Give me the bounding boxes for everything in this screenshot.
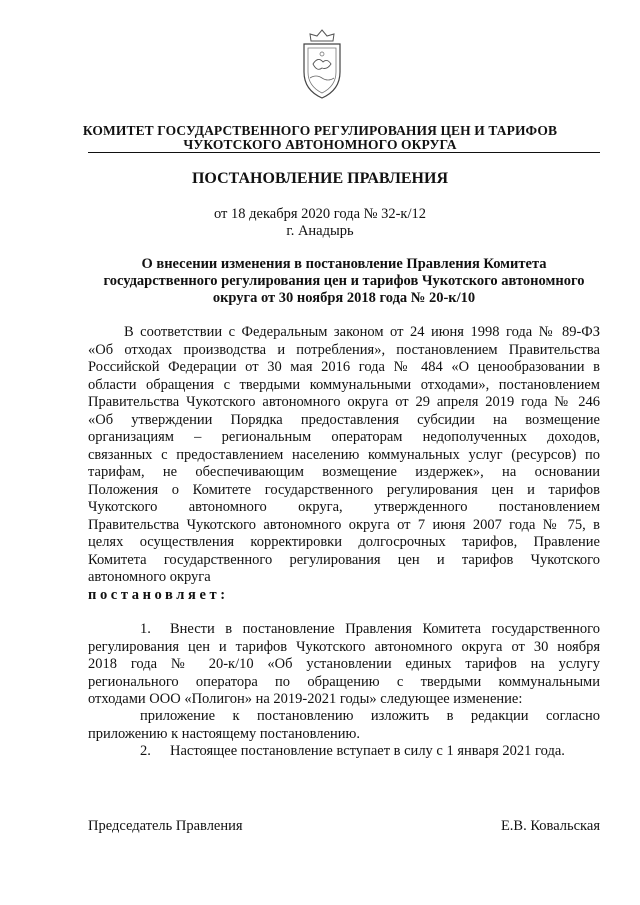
item-number: 1. (140, 621, 151, 637)
preamble-paragraph (88, 324, 600, 587)
preamble-line: организациям – региональным операторам недополученных доходов, (88, 429, 600, 445)
preamble-line: Чукотского автономного округа, утвержденного постановлением (88, 499, 600, 515)
preamble-line: области обращения с твердыми коммунальными отходами», постановлением (88, 376, 600, 393)
item-1-text (88, 621, 600, 709)
item-sub-line: приложение к постановлению изложить в редакции согласно (140, 708, 600, 724)
preamble-line: тарифам, не обеспечивающим возмещение издержек», на основании (88, 464, 600, 480)
signatory-name: Е.В. Ковальская (500, 818, 600, 834)
preamble-line: В соответствии с Федеральным законом от 24 июня 1998 года № 89-ФЗ (124, 324, 600, 340)
org-name-line-1: КОМИТЕТ ГОСУДАРСТВЕННОГО РЕГУЛИРОВАНИЯ ЦЕН И ТАРИФОВ (82, 123, 558, 138)
preamble-line: автономного округа (88, 569, 211, 585)
item-number: 2. (140, 743, 151, 759)
subject-line: государственного регулирования цен и тарифов Чукотского автономного (103, 273, 585, 289)
preamble-line: Правительства Чукотского автономного округа от 7 июня 2007 года № 75, в (88, 516, 600, 533)
document-city: г. Анадырь (286, 223, 354, 239)
header-divider (88, 152, 600, 153)
preamble-line: «Об утверждении Порядка предоставления субсидии на возмещение (88, 411, 600, 428)
signatory-position: Председатель Правления (88, 818, 243, 834)
preamble-line: Комитета государственного регулирования цен и тарифов Чукотского (88, 551, 600, 568)
preamble-line: «Об отходах производства и потребления», постановлением Правительства (88, 341, 600, 358)
decree-word: постановляет: (88, 587, 229, 603)
item-line: регулирования цен и тарифов Чукотского автономного округа от 30 ноября (88, 638, 600, 655)
item-sub-line: приложению к настоящему постановлению. (88, 725, 360, 742)
preamble-line: Правительства Чукотского автономного округа от 29 апреля 2019 года № 246 (88, 394, 600, 410)
item-2-text: Настоящее постановление вступает в силу с 1 января 2021 года. (170, 743, 565, 759)
document-date-number: от 18 декабря 2020 года № 32-к/12 (214, 206, 426, 222)
preamble-line: целях осуществления корректировки долгосрочных тарифов, Правление (88, 534, 600, 550)
document-type: ПОСТАНОВЛЕНИЕ ПРАВЛЕНИЯ (191, 170, 448, 187)
document-subject (88, 256, 600, 307)
item-line: отходами ООО «Полигон» на 2019-2021 годы» следующее изменение: (88, 691, 523, 707)
preamble-line: Положения о Комитете государственного регулирования цен и тарифов (88, 481, 600, 498)
item-1-sub-paragraph (88, 708, 600, 743)
coat-of-arms-icon (296, 28, 348, 100)
preamble-line: Российской Федерации от 30 мая 2016 года № 484 «О ценообразовании в (88, 359, 600, 375)
item-line: регионального оператора по обращению с твердыми коммунальными (88, 673, 600, 690)
item-line: Внести в постановление Правления Комитета государственного (170, 621, 600, 637)
subject-line: округа от 30 ноября 2018 года № 20-к/10 (212, 290, 476, 306)
subject-line: О внесении изменения в постановление Правления Комитета (141, 256, 547, 272)
item-line: 2018 года № 20-к/10 «Об установлении единых тарифов на услугу (88, 656, 600, 672)
org-name-line-2: ЧУКОТСКОГО АВТОНОМНОГО ОКРУГА (183, 137, 457, 152)
preamble-line: связанных с предоставлением населению коммунальных услуг (ресурсов) по (88, 446, 600, 463)
